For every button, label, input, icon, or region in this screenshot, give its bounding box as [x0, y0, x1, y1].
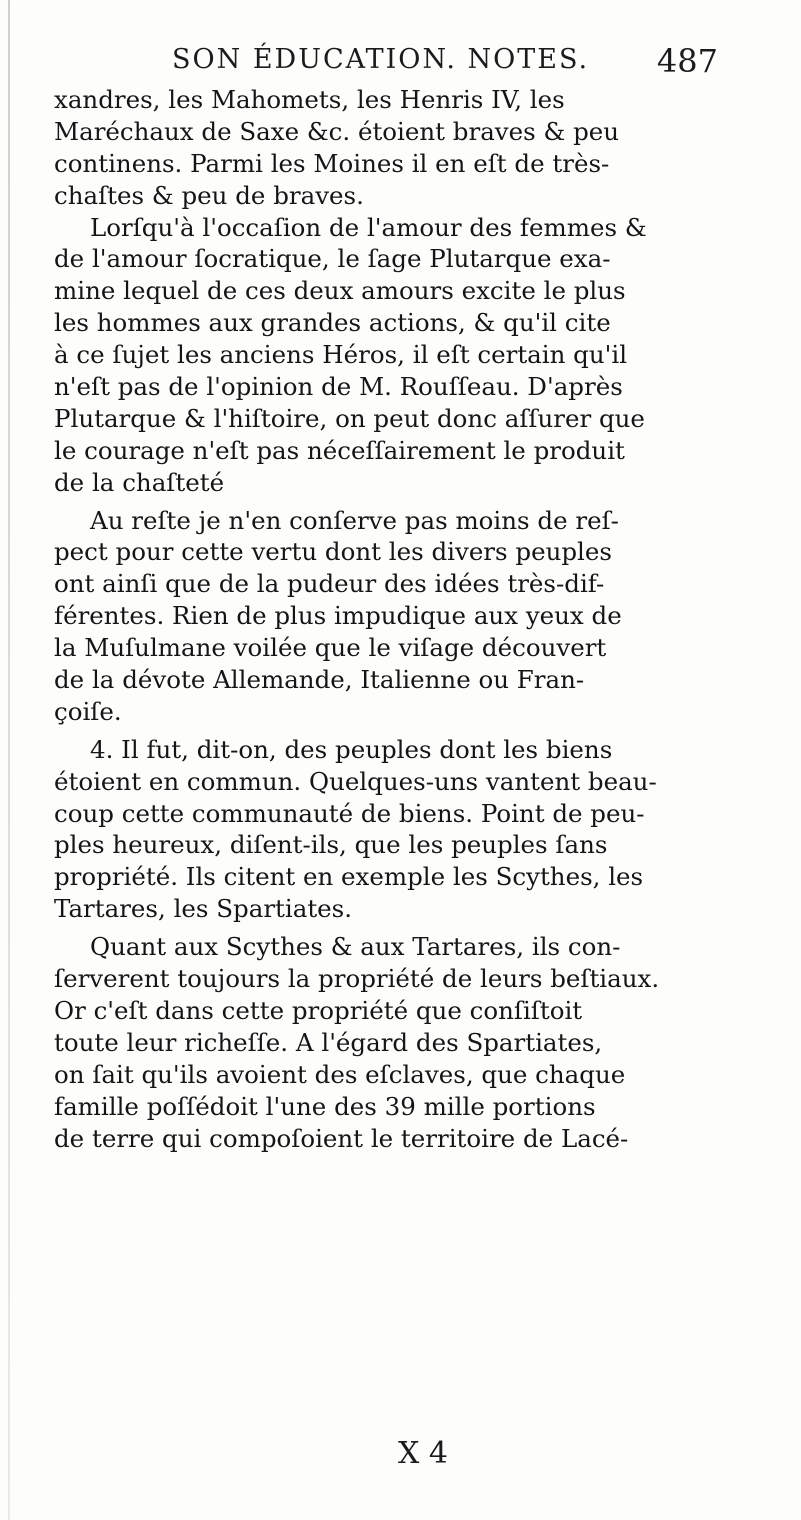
text-line: chaſtes & peu de braves.	[54, 180, 364, 210]
text-line: Or c'eſt dans cette propriété que conſiſtoit	[54, 995, 583, 1025]
page-edge	[8, 0, 10, 1520]
text-line: ſerverent toujours la propriété de leurs beſtiaux.	[54, 964, 660, 994]
text-line: le courage n'eſt pas néceſſairement le produit	[54, 435, 625, 465]
paragraph-start: Quant aux Scythes & aux Tartares, ils con-	[90, 932, 621, 962]
text-line: Tartares, les Spartiates.	[54, 894, 353, 924]
text-line: étoient en commun. Quelques-uns vantent beau-	[54, 766, 657, 796]
text-line: propriété. Ils citent en exemple les Scythes, les	[54, 862, 644, 892]
text-line: de la dévote Allemande, Italienne ou Fran-	[54, 665, 585, 695]
text-line: de terre qui compoſoient le territoire de Lacé-	[54, 1123, 629, 1153]
paragraph-start: Au reſte je n'en conſerve pas moins de reſ-	[90, 505, 619, 535]
text-line: de la chaſteté	[54, 467, 225, 497]
text-line: continens. Parmi les Moines il en eſt de très-	[54, 148, 610, 178]
text-line: de l'amour ſocratique, le ſage Plutarque exa-	[54, 244, 611, 274]
text-line: xandres, les Mahomets, les Henris IV, les	[54, 85, 565, 114]
catchword: X 4	[398, 1436, 448, 1471]
text-line: à ce ſujet les anciens Héros, il eſt certain qu'il	[54, 340, 628, 370]
text-line: férentes. Rien de plus impudique aux yeux de	[54, 601, 622, 631]
text-line: Plutarque & l'hiſtoire, on peut donc aſſurer que	[54, 403, 645, 433]
text-line: la Muſulmane voilée que le viſage découvert	[54, 633, 607, 663]
running-title: SON ÉDUCATION. NOTES.	[172, 44, 590, 75]
text-line: mine lequel de ces deux amours excite le plus	[54, 276, 626, 306]
paragraph-start: 4. Il fut, dit-on, des peuples dont les biens	[90, 734, 613, 764]
page-number: 487	[656, 42, 718, 80]
text-line: çoiſe.	[54, 696, 122, 726]
text-line: ples heureux, diſent-ils, que les peuples ſans	[54, 830, 608, 860]
text-line: n'eſt pas de l'opinion de M. Rouſſeau. D'après	[54, 372, 623, 402]
paragraph-start: Lorſqu'à l'occaſion de l'amour des femmes &	[90, 212, 647, 242]
text-line: ont ainſi que de la pudeur des idées très-dif-	[54, 569, 605, 599]
text-line: famille poſſédoit l'une des 39 mille portions	[54, 1091, 596, 1121]
text-line: les hommes aux grandes actions, & qu'il cite	[54, 308, 611, 338]
text-line: toute leur richeſſe. A l'égard des Spartiates,	[54, 1027, 603, 1057]
page-header	[172, 36, 718, 80]
body-text	[54, 84, 714, 1154]
text-line: coup cette communauté de biens. Point de peu-	[54, 798, 645, 828]
text-line: Maréchaux de Saxe &c. étoient braves & peu	[54, 116, 620, 146]
text-line: on ſait qu'ils avoient des eſclaves, que chaque	[54, 1059, 626, 1089]
text-line: pect pour cette vertu dont les divers peuples	[54, 537, 612, 567]
